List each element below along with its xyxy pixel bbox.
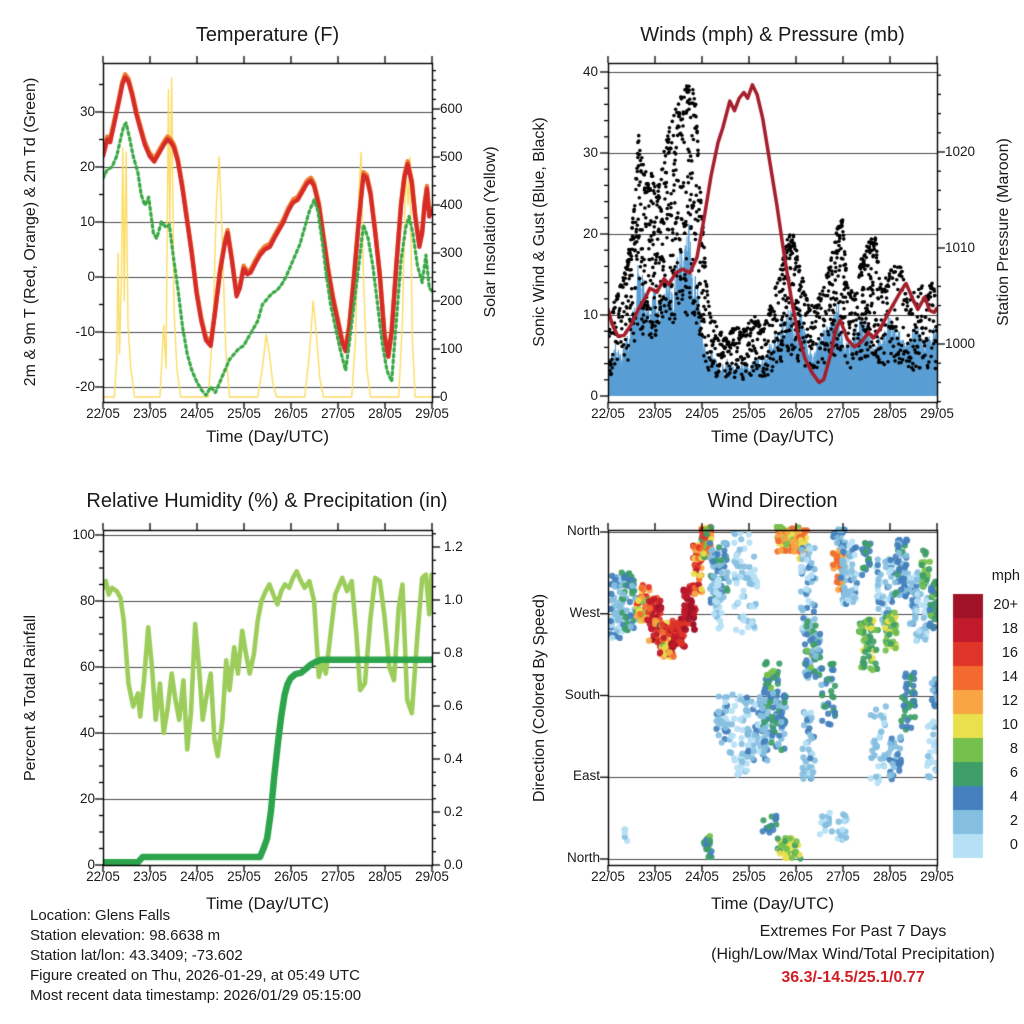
tick-label-x-day: 29/05 xyxy=(920,406,954,421)
extremes-subtitle: (High/Low/Max Wind/Total Precipitation) xyxy=(711,946,995,963)
tick-label-x-day: 23/05 xyxy=(638,406,672,421)
panel-title-winds-pressure: Winds (mph) & Pressure (mb) xyxy=(640,24,905,46)
tick-label-x-day: 28/05 xyxy=(873,406,907,421)
tick-label-x-day: 29/05 xyxy=(415,869,449,884)
tick-label-pressure-right: 1010 xyxy=(945,240,976,255)
tick-label-x-day: 27/05 xyxy=(826,869,860,884)
tick-label-direction-left: North xyxy=(566,523,600,538)
tick-label-x-day: 25/05 xyxy=(732,406,766,421)
colorbar-label: 14 xyxy=(1001,669,1018,685)
tick-label-x-day: 27/05 xyxy=(321,406,355,421)
tick-label-rh-left: 0 xyxy=(87,857,95,872)
station-info-block xyxy=(30,906,361,1006)
y-axis-label-temperature-left: 2m & 9m T (Red, Orange) & 2m Td (Green) xyxy=(22,77,39,387)
x-axis-label-humidity: Time (Day/UTC) xyxy=(205,894,330,913)
tick-label-x-day: 28/05 xyxy=(368,406,402,421)
tick-label-pressure-right: 1000 xyxy=(945,336,976,351)
tick-label-rh-left: 60 xyxy=(79,659,95,674)
colorbar-label: 16 xyxy=(1001,645,1018,661)
colorbar-label: 0 xyxy=(1009,837,1018,853)
tick-label-x-day: 26/05 xyxy=(274,406,308,421)
tick-label-x-day: 24/05 xyxy=(685,406,719,421)
tick-label-direction-left: West xyxy=(569,604,600,620)
tick-label-x-day: 26/05 xyxy=(779,406,813,421)
tick-label-x-day: 22/05 xyxy=(591,869,625,884)
latest-data-timestamp: Most recent data timestamp: 2026/01/29 05:15:00 xyxy=(30,987,362,1004)
tick-label-solar-right: 100 xyxy=(440,341,463,356)
colorbar-label: 6 xyxy=(1009,765,1018,781)
tick-label-wind-left: 10 xyxy=(582,307,598,322)
tick-label-x-day: 27/05 xyxy=(321,869,355,884)
tick-label-solar-right: 600 xyxy=(440,101,463,116)
tick-label-x-day: 22/05 xyxy=(86,869,120,884)
tick-label-precip-right: 1.2 xyxy=(444,539,463,554)
tick-label-wind-left: 20 xyxy=(582,226,598,241)
x-axis-label-temperature: Time (Day/UTC) xyxy=(205,427,330,446)
station-elevation: Station elevation: 98.6638 m xyxy=(30,927,221,944)
tick-label-wind-left: 0 xyxy=(590,388,598,403)
tick-label-x-day: 26/05 xyxy=(779,869,813,884)
tick-label-wind-left: 40 xyxy=(582,64,598,79)
tick-label-x-day: 25/05 xyxy=(227,406,261,421)
tick-label-rh-left: 20 xyxy=(79,791,95,806)
tick-label-temp-left: 20 xyxy=(79,159,95,174)
tick-label-solar-right: 500 xyxy=(440,149,463,164)
tick-label-x-day: 22/05 xyxy=(86,406,120,421)
tick-label-x-day: 28/05 xyxy=(368,869,402,884)
tick-label-temp-left: -10 xyxy=(75,324,95,339)
figure-created-timestamp: Figure created on Thu, 2026-01-29, at 05:49 UTC xyxy=(30,967,360,984)
colorbar-title: mph xyxy=(991,568,1020,584)
colorbar-label: 18 xyxy=(1001,621,1018,637)
tick-label-x-day: 24/05 xyxy=(685,869,719,884)
panel-title-humidity-precip: Relative Humidity (%) & Precipitation (in) xyxy=(86,490,448,512)
tick-label-solar-right: 300 xyxy=(440,245,463,260)
tick-label-x-day: 24/05 xyxy=(180,406,214,421)
colorbar-label: 4 xyxy=(1009,789,1018,805)
tick-label-precip-right: 0.2 xyxy=(444,804,463,819)
tick-label-precip-right: 1.0 xyxy=(444,592,463,607)
tick-label-x-day: 27/05 xyxy=(826,406,860,421)
station-location: Location: Glens Falls xyxy=(30,907,171,924)
colorbar-label: 10 xyxy=(1001,717,1018,733)
station-latlon: Station lat/lon: 43.3409; -73.602 xyxy=(30,947,243,964)
tick-label-precip-right: 0.6 xyxy=(444,698,463,713)
tick-label-x-day: 24/05 xyxy=(180,869,214,884)
tick-label-x-day: 25/05 xyxy=(227,869,261,884)
tick-label-temp-left: 10 xyxy=(79,214,95,229)
tick-label-x-day: 22/05 xyxy=(591,406,625,421)
x-axis-label-winds: Time (Day/UTC) xyxy=(710,427,835,446)
tick-label-rh-left: 40 xyxy=(79,725,95,740)
tick-label-rh-left: 100 xyxy=(72,527,95,542)
extremes-block xyxy=(653,920,1024,989)
tick-label-solar-right: 200 xyxy=(440,293,463,308)
y-axis-label-wind-left: Sonic Wind & Gust (Blue, Black) xyxy=(531,117,548,347)
tick-label-precip-right: 0.4 xyxy=(444,751,463,766)
tick-label-pressure-right: 1020 xyxy=(945,144,976,159)
tick-label-x-day: 29/05 xyxy=(920,869,954,884)
panel-title-temperature: Temperature (F) xyxy=(195,24,340,46)
tick-label-direction-left: North xyxy=(566,850,600,865)
tick-label-x-day: 23/05 xyxy=(638,869,672,884)
tick-label-x-day: 23/05 xyxy=(133,869,167,884)
y-axis-label-pressure-right: Station Pressure (Maroon) xyxy=(995,138,1012,326)
tick-label-wind-left: 30 xyxy=(582,145,598,160)
extremes-title: Extremes For Past 7 Days xyxy=(759,923,947,940)
panel-title-wind-direction: Wind Direction xyxy=(707,490,838,512)
tick-label-rh-left: 80 xyxy=(79,593,95,608)
tick-label-temp-left: 0 xyxy=(87,269,95,284)
tick-label-precip-right: 0.0 xyxy=(444,857,463,872)
y-axis-label-direction-left: Direction (Colored By Speed) xyxy=(531,593,548,803)
tick-label-direction-left: South xyxy=(564,686,600,702)
tick-label-solar-right: 400 xyxy=(440,197,463,212)
x-axis-label-direction: Time (Day/UTC) xyxy=(710,894,835,913)
tick-label-temp-left: 30 xyxy=(79,104,95,119)
colorbar-label: 12 xyxy=(1001,693,1018,709)
y-axis-label-solar-right: Solar Insolation (Yellow) xyxy=(482,146,499,318)
tick-label-x-day: 26/05 xyxy=(274,869,308,884)
tick-label-precip-right: 0.8 xyxy=(444,645,463,660)
tick-label-x-day: 25/05 xyxy=(732,869,766,884)
tick-label-direction-left: East xyxy=(572,768,600,784)
y-axis-label-humidity-left: Percent & Total Rainfall xyxy=(22,614,39,782)
colorbar-label: 2 xyxy=(1009,813,1018,829)
colorbar-label: 20+ xyxy=(993,597,1018,613)
tick-label-x-day: 28/05 xyxy=(873,869,907,884)
tick-label-solar-right: 0 xyxy=(440,389,448,404)
tick-label-temp-left: -20 xyxy=(75,379,95,394)
tick-label-x-day: 29/05 xyxy=(415,406,449,421)
tick-label-x-day: 23/05 xyxy=(133,406,167,421)
colorbar-label: 8 xyxy=(1009,741,1018,757)
extremes-values: 36.3/-14.5/25.1/0.77 xyxy=(781,969,925,986)
